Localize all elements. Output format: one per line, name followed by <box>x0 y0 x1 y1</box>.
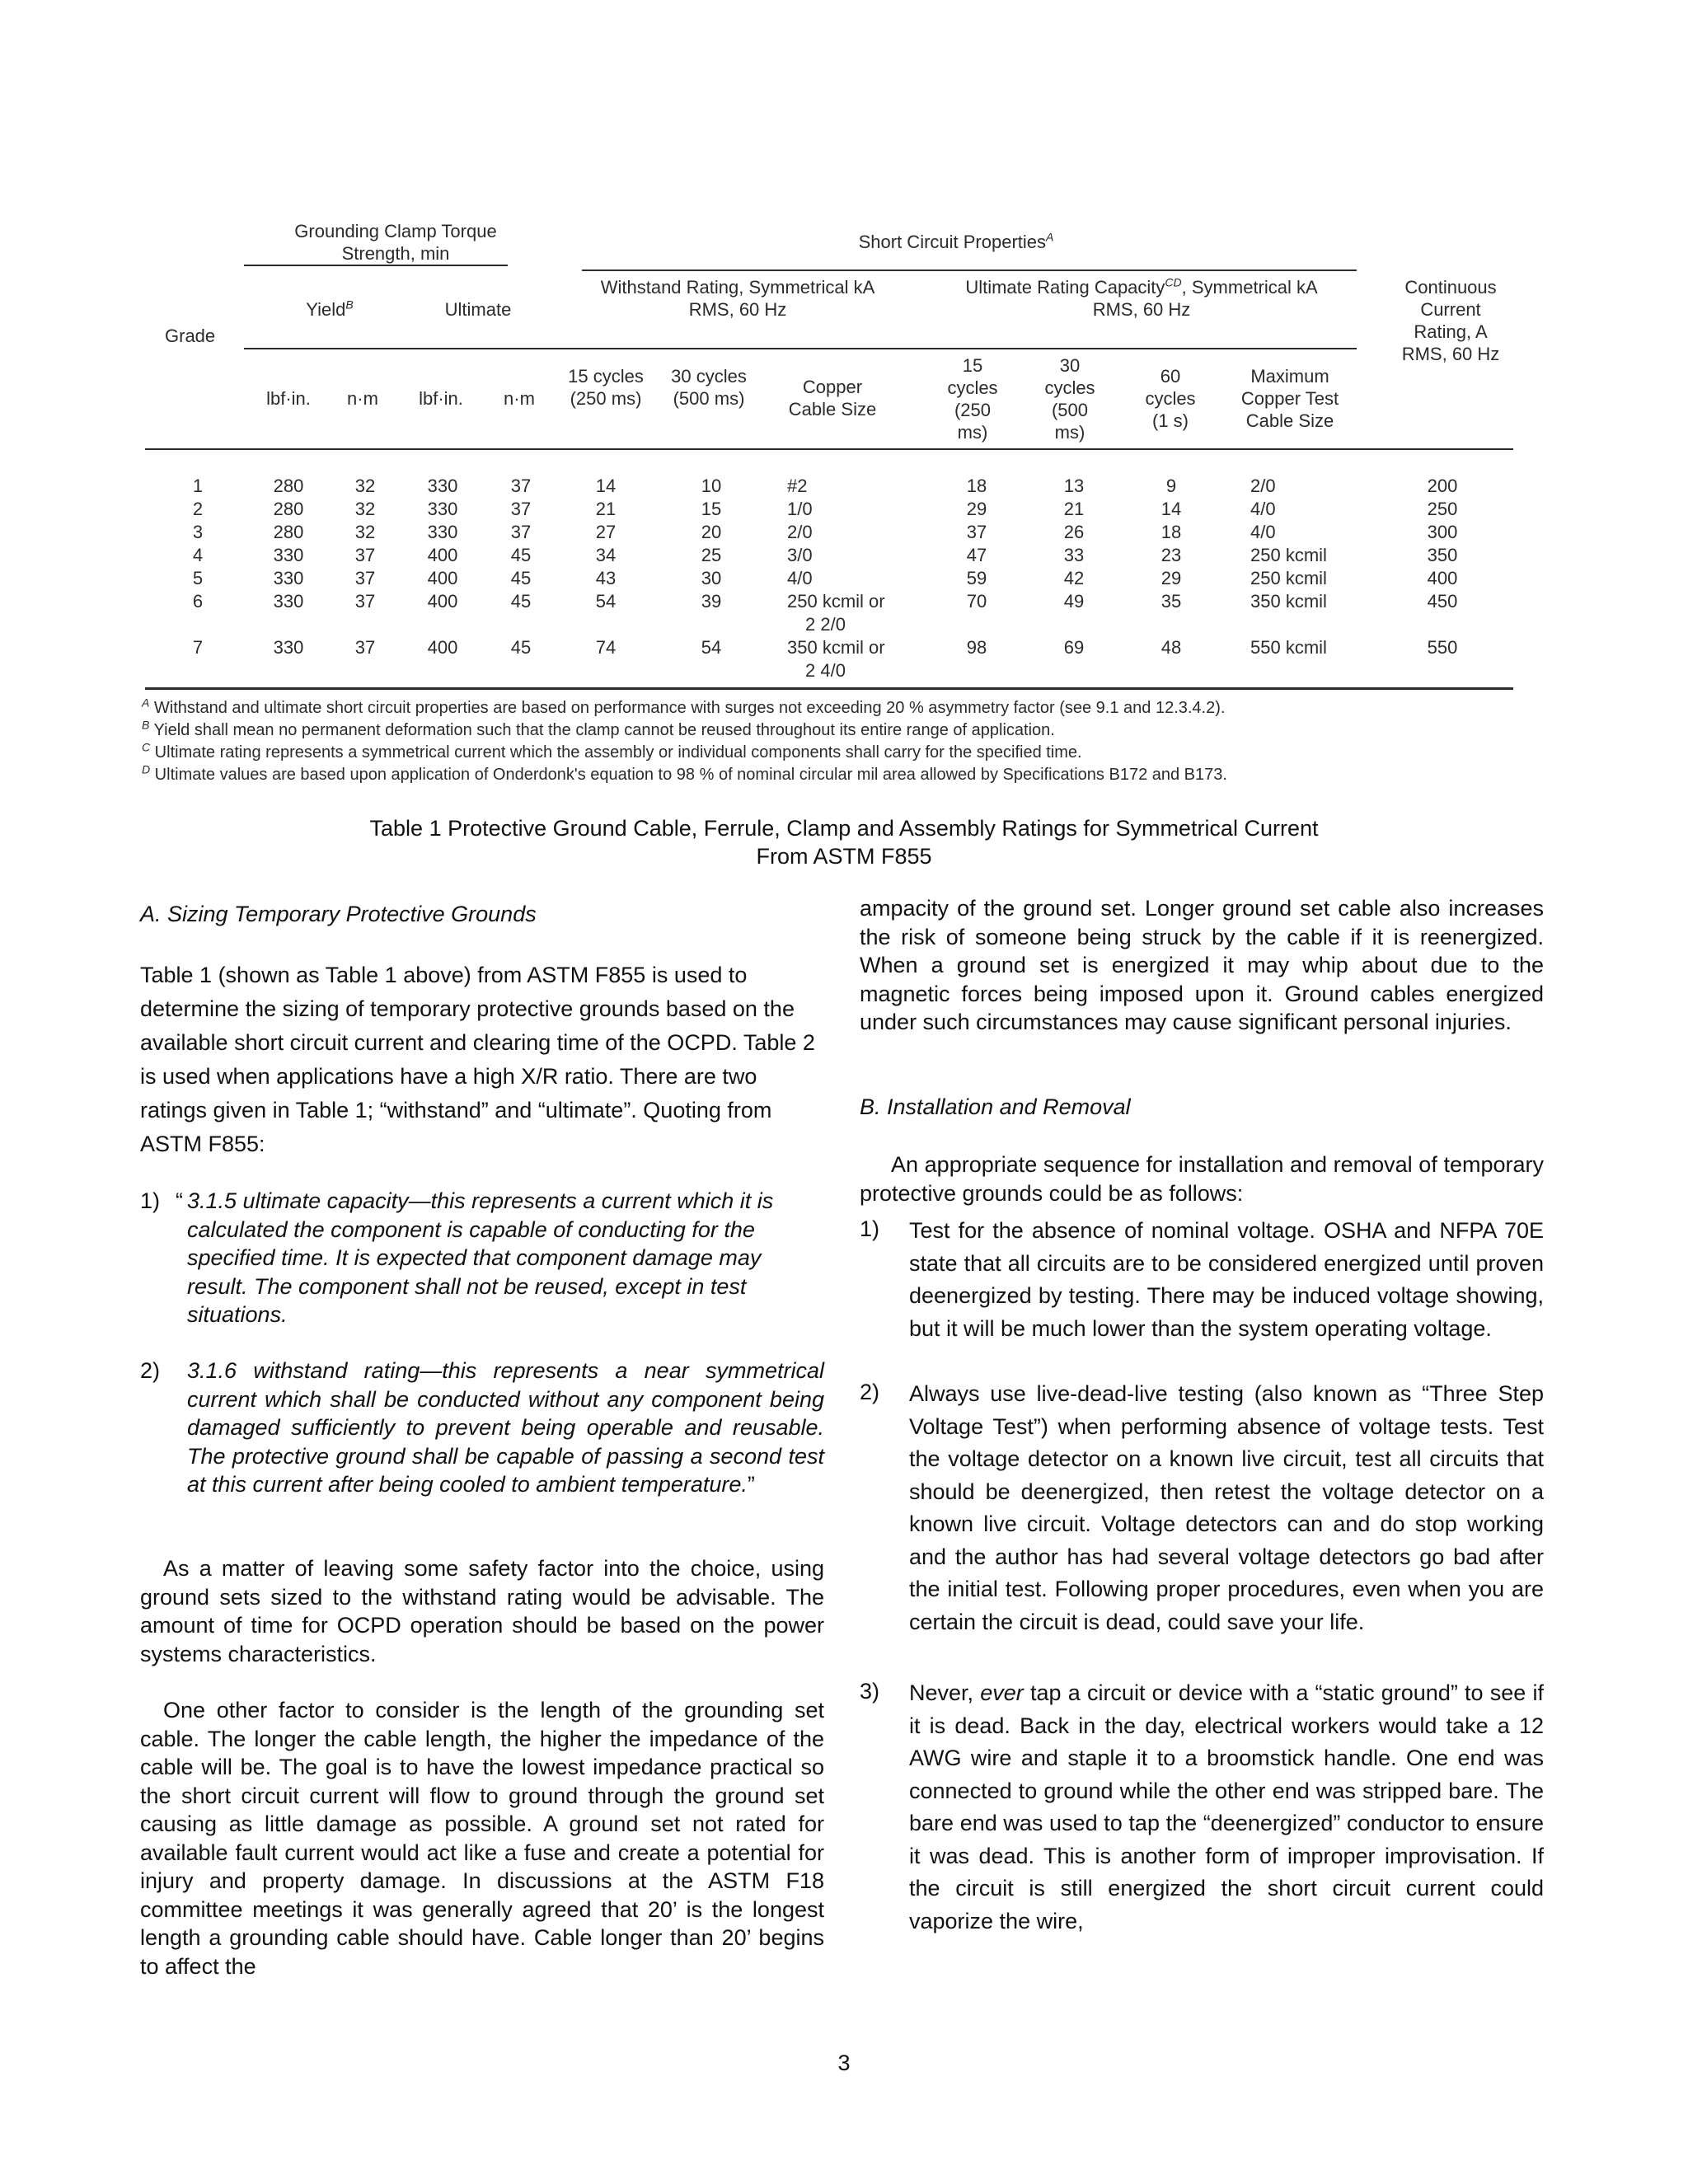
table-cell-y_lbf: 280 <box>273 499 304 519</box>
step-item-2: 2) Always use live-dead-live testing (also known as “Three Step Voltage Test”) when performing absence of voltage tests. Test the voltage detector on a known live circuit, test all circuits that should be deenergized, then retest the voltage detector on a known live circuit. Voltage detectors can and do stop working and the author has had several voltage detectors go bad after the initial test. Following proper procedures, even when you are certain the circuit is dead, could save your life. <box>860 1378 1544 1675</box>
footnote-a: $^A$ Withstand and ultimate short circuit properties are based on performance with surges not exceeding 20 % asymmetry factor (see 9.1 and 12.3.4.2). <box>142 696 1226 717</box>
table-cell-w15: 54 <box>595 591 617 612</box>
footnote-b: $^B$ Yield shall mean no permanent deformation such that the clamp cannot be reused throughout its entire range of application. <box>142 718 1055 739</box>
table-cell-u15: 70 <box>966 591 987 612</box>
table-cell-u_lbf: 330 <box>427 499 458 519</box>
table-cell-y_nm: 37 <box>354 591 376 612</box>
table-cell-grade: 2 <box>192 499 204 519</box>
table-cell-w30: 54 <box>701 637 722 658</box>
table-cell-maxcable: 550 kcmil <box>1250 637 1327 658</box>
table-cell-u_nm: 45 <box>510 591 532 612</box>
table-cell-y_nm: 37 <box>354 568 376 588</box>
table-body <box>0 475 1688 681</box>
table-cell-u30: 26 <box>1063 522 1085 542</box>
table-cell-u30: 13 <box>1063 476 1085 496</box>
rule-subheader <box>244 348 1357 349</box>
header-copper-size: Copper Cable Size <box>788 377 877 419</box>
header-yield-nm: n·m <box>347 388 378 409</box>
table-cell-u30: 42 <box>1063 568 1085 588</box>
table-cell-cont: 200 <box>1427 476 1458 496</box>
table-cell-maxcable: 250 kcmil <box>1250 568 1327 588</box>
table-cell-w30: 25 <box>701 545 722 565</box>
table-cell-maxcable: 2/0 <box>1250 476 1276 496</box>
table-cell-cable: 250 kcmil or 2 2/0 <box>787 591 885 635</box>
quote-item-1: 1) “ 3.1.5 ultimate capacity—this represents a current which it is calculated the component is capable of conducting for the specified time. It is expected that component damage may result. The component shall not be reused, except in test situations. <box>140 1188 774 1327</box>
table-cell-maxcable: 4/0 <box>1250 499 1276 519</box>
table-cell-u60: 14 <box>1160 499 1182 519</box>
table-cell-u_lbf: 400 <box>427 568 458 588</box>
table-cell-u60: 23 <box>1160 545 1182 565</box>
header-ultimate: Ultimate <box>444 299 512 320</box>
table-cell-u15: 37 <box>966 522 987 542</box>
table-cell-u60: 29 <box>1160 568 1182 588</box>
footnote-d: $^D$ Ultimate values are based upon application of Onderdonk's equation to 98 % of nominal circular mil area allowed by Specifications B172 and B173. <box>142 762 1227 784</box>
table-cell-grade: 6 <box>192 591 204 612</box>
table-cell-w15: 74 <box>595 637 617 658</box>
table-cell-u15: 59 <box>966 568 987 588</box>
table-cell-w15: 34 <box>595 545 617 565</box>
table-cell-u_nm: 45 <box>510 568 532 588</box>
table-cell-grade: 5 <box>192 568 204 588</box>
table-cell-u15: 29 <box>966 499 987 519</box>
table-cell-u_nm: 45 <box>510 637 532 658</box>
header-continuous: Continuous Current Rating, A RMS, 60 Hz <box>1401 277 1500 364</box>
table-cell-u30: 69 <box>1063 637 1085 658</box>
table-cell-u_lbf: 400 <box>427 591 458 612</box>
table-cell-y_nm: 32 <box>354 476 376 496</box>
table-cell-u60: 18 <box>1160 522 1182 542</box>
right-paragraph-2: An appropriate sequence for installation and removal of temporary protective grounds could be as follows: <box>860 1152 1544 1206</box>
section-b-heading: B. Installation and Removal <box>860 1094 1131 1119</box>
table-cell-w15: 21 <box>595 499 617 519</box>
header-ultimate-rating: Ultimate Rating Capacity$^{CD}$, Symmetrical kA RMS, 60 Hz <box>965 275 1318 320</box>
header-ultimate-nm: n·m <box>504 388 535 409</box>
table-cell-y_lbf: 330 <box>273 637 304 658</box>
rule-short-circuit <box>582 269 1357 271</box>
table-cell-u15: 98 <box>966 637 987 658</box>
table-cell-u_nm: 37 <box>510 499 532 519</box>
table-cell-cable: 4/0 <box>787 568 813 588</box>
table-cell-cont: 400 <box>1427 568 1458 588</box>
table-cell-cont: 250 <box>1427 499 1458 519</box>
table-cell-w15: 27 <box>595 522 617 542</box>
page-number: 3 <box>837 2050 851 2075</box>
header-yield-lbfin: lbf·in. <box>266 388 311 409</box>
table-cell-y_lbf: 280 <box>273 522 304 542</box>
table-cell-cable: 350 kcmil or 2 4/0 <box>787 637 885 681</box>
table-cell-w30: 20 <box>701 522 722 542</box>
table-cell-y_lbf: 280 <box>273 476 304 496</box>
rule-clamp <box>244 265 508 266</box>
table-cell-y_lbf: 330 <box>273 591 304 612</box>
table-cell-u_lbf: 400 <box>427 637 458 658</box>
table-cell-y_nm: 37 <box>354 545 376 565</box>
right-paragraph-1: ampacity of the ground set. Longer ground set cable also increases the risk of someone being struck by the cable if it is reenergized. When a ground set is energized it may whip about due to the magnetic forces being imposed upon it. Ground cables energized under such circumstances may cause significant personal injuries. <box>860 896 1544 1034</box>
section-a-heading: A. Sizing Temporary Protective Grounds <box>140 902 537 926</box>
header-yield: Yield$^B$ <box>306 298 354 320</box>
header-ultimate-15: 15 cycles (250 ms) <box>947 355 998 443</box>
left-paragraph-1: Table 1 (shown as Table 1 above) from ASTM F855 is used to determine the sizing of temporary protective grounds based on the available short circuit current and clearing time of the OCPD. Table 2 is used when applications have a high X/R ratio. There are two ratings given in Table 1; “withstand” and “ultimate”. Quoting from ASTM F855: <box>140 963 815 1156</box>
table-cell-maxcable: 4/0 <box>1250 522 1276 542</box>
step-text-3: Never, ever tap a circuit or device with a “static ground” to see if it is dead. Back in the day, electrical workers would take a 12 AWG wire and staple it to a broomstick handle. One end was connected to ground while the other end was stripped bare. The bare end was used to tap the “deenergized” conductor to ensure it was dead. This is another form of improper improvisation. If the circuit is still energized the short circuit current could vaporize the wire, <box>909 1680 1544 1933</box>
table-cell-u15: 18 <box>966 476 987 496</box>
header-ultimate-lbfin: lbf·in. <box>419 388 463 409</box>
rule-table-bottom <box>145 687 1513 690</box>
table-cell-u30: 49 <box>1063 591 1085 612</box>
left-paragraph-3: One other factor to consider is the length of the grounding set cable. The longer the cable length, the higher the impedance of the cable will be. The goal is to have the lowest impedance practical so the short circuit current will flow to ground through the ground set causing as little damage as possible. A ground set not rated for available fault current would act like a fuse and create a potential for injury and property damage. In discussions at the ASTM F18 committee meetings it was generally agreed that 20’ is the longest length a grounding cable should have. Cable longer than 20’ begins to affect the <box>140 1698 824 1979</box>
table-cell-grade: 3 <box>192 522 204 542</box>
header-max-copper: Maximum Copper Test Cable Size <box>1240 366 1339 431</box>
table-cell-u_lbf: 400 <box>427 545 458 565</box>
table-cell-y_lbf: 330 <box>273 568 304 588</box>
table-cell-cont: 450 <box>1427 591 1458 612</box>
table-cell-maxcable: 350 kcmil <box>1250 591 1327 612</box>
table-cell-u15: 47 <box>966 545 987 565</box>
table-cell-u30: 33 <box>1063 545 1085 565</box>
step-text-2: Always use live-dead-live testing (also known as “Three Step Voltage Test”) when performing absence of voltage tests. Test the voltage detector on a known live circuit, test all circuits that should be deenergized, then retest the voltage detector on a known live circuit. Voltage detectors can and do stop working and the author has had several voltage detectors go bad after the initial test. Following proper procedures, even when you are certain the circuit is dead, could save your life. <box>909 1381 1544 1634</box>
table-cell-u60: 48 <box>1160 637 1182 658</box>
footnote-c: $^C$ Ultimate rating represents a symmetrical current which the assembly or individual components shall carry for the specified time. <box>142 740 1082 762</box>
left-paragraph-2: As a matter of leaving some safety factor into the choice, using ground sets sized to the withstand rating would be advisable. The amount of time for OCPD operation should be based on the power systems characteristics. <box>140 1556 824 1666</box>
table-cell-u_nm: 37 <box>510 522 532 542</box>
table-cell-u30: 21 <box>1063 499 1085 519</box>
table-cell-cont: 350 <box>1427 545 1458 565</box>
step-item-1: 1) Test for the absence of nominal voltage. OSHA and NFPA 70E state that all circuits are to be considered energized until proven deenergized by testing. There may be induced voltage showing, but it will be much lower than the system operating voltage. <box>860 1215 1544 1380</box>
table-cell-cable: 1/0 <box>787 499 813 519</box>
header-withstand-15: 15 cycles (250 ms) <box>568 366 644 409</box>
table-caption: Table 1 Protective Ground Cable, Ferrule, Clamp and Assembly Ratings for Symmetrical Current From ASTM F855 <box>369 816 1319 869</box>
table-cell-y_lbf: 330 <box>273 545 304 565</box>
table-cell-w30: 10 <box>701 476 722 496</box>
table-cell-maxcable: 250 kcmil <box>1250 545 1327 565</box>
table-cell-cont: 550 <box>1427 637 1458 658</box>
table-cell-u_lbf: 330 <box>427 522 458 542</box>
table-cell-y_nm: 32 <box>354 522 376 542</box>
table-cell-w15: 14 <box>595 476 617 496</box>
quote-text-1: 3.1.5 ultimate capacity—this represents a current which it is calculated the component is capable of conducting for the specified time. It is expected that component damage may result. The component shall not be reused, except in test situations. <box>187 1188 774 1327</box>
table-cell-u60: 9 <box>1165 476 1177 496</box>
header-withstand: Withstand Rating, Symmetrical kA RMS, 60 Hz <box>600 277 875 320</box>
table-cell-w30: 30 <box>701 568 722 588</box>
table-cell-u_nm: 37 <box>510 476 532 496</box>
table-cell-u60: 35 <box>1160 591 1182 612</box>
table-cell-grade: 4 <box>192 545 204 565</box>
header-ultimate-60: 60 cycles (1 s) <box>1145 366 1196 431</box>
table-cell-w15: 43 <box>595 568 617 588</box>
header-short-circuit: Short Circuit Properties$^A$ <box>858 230 1054 252</box>
table-cell-grade: 1 <box>192 476 204 496</box>
rule-header-bottom <box>145 448 1513 450</box>
table-cell-y_nm: 32 <box>354 499 376 519</box>
header-grounding-clamp: Grounding Clamp Torque Strength, min <box>294 221 497 264</box>
header-ultimate-30: 30 cycles (500 ms) <box>1044 355 1095 443</box>
step-item-3: 3) Never, ever tap a circuit or device with a “static ground” to see if it is dead. Back in the day, electrical workers would take a 12 AWG wire and staple it to a broomstick handle. One end was connected to ground while the other end was stripped bare. The bare end was used to tap the “deenergized” conductor to ensure it was dead. This is another form of improper improvisation. If the circuit is still energized the short circuit current could vaporize the wire, <box>860 1677 1544 1949</box>
table-cell-u_lbf: 330 <box>427 476 458 496</box>
table-cell-w30: 39 <box>701 591 722 612</box>
step-text-1: Test for the absence of nominal voltage. OSHA and NFPA 70E state that all circuits are to be considered energized until proven deenergized by testing. There may be induced voltage showing, but it will be much lower than the system operating voltage. <box>909 1218 1544 1341</box>
table-cell-grade: 7 <box>192 637 204 658</box>
table-cell-u_nm: 45 <box>510 545 532 565</box>
quote-item-2: 2) 3.1.6 withstand rating—this represents a near symmetrical current which shall be conducted without any component being damaged sufficiently to prevent being operable and reusable. The protective ground shall be capable of passing a second test at this current after being cooled to ambient temperature.” <box>140 1358 824 1497</box>
table-cell-y_nm: 37 <box>354 637 376 658</box>
header-grade: Grade <box>165 326 216 346</box>
table-cell-cable: 3/0 <box>787 545 813 565</box>
table-cell-w30: 15 <box>701 499 722 519</box>
header-withstand-30: 30 cycles (500 ms) <box>671 366 747 409</box>
table-cell-cable: 2/0 <box>787 522 813 542</box>
table-cell-cable: #2 <box>787 476 808 496</box>
quote-text-2: 3.1.6 withstand rating—this represents a near symmetrical current which shall be conducted without any component being damaged sufficiently to prevent being operable and reusable. The protective ground shall be capable of passing a second test at this current after being cooled to ambient temperature. <box>187 1358 824 1497</box>
table-cell-cont: 300 <box>1427 522 1458 542</box>
